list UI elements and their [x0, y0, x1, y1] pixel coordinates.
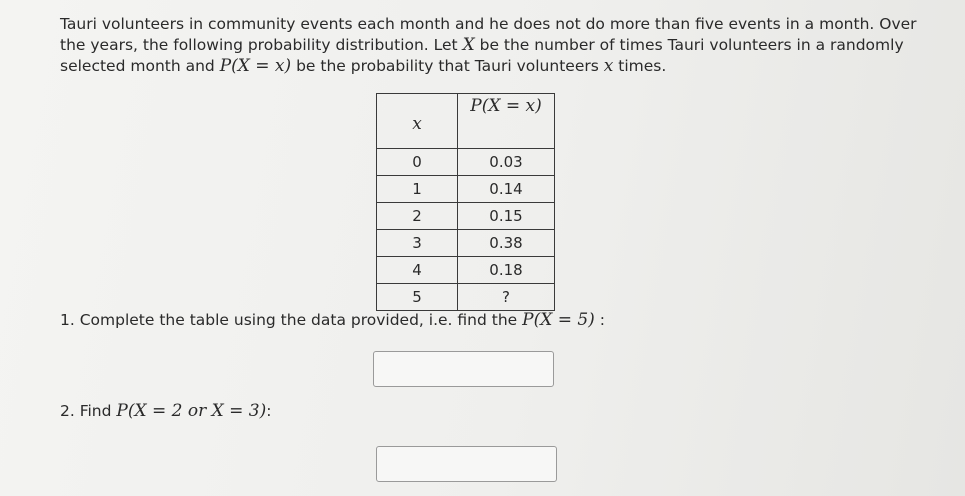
question-1-math: P(X = 5) [522, 310, 595, 330]
cell-probability: 0.18 [458, 257, 555, 284]
cell-x: 1 [377, 176, 458, 203]
intro-text-1: Tauri volunteers in community events each month and he does not do more than five events in a month. Over the years, the following probability distribution. Let [60, 15, 917, 54]
question-2-or: or [187, 401, 207, 421]
question-2-text: 2. Find [60, 402, 117, 420]
intro-text-2: be the number of times Tauri volunteers in a randomly selected month and [60, 36, 904, 75]
probability-distribution-table [376, 93, 555, 311]
table-row [377, 176, 555, 203]
probability-expression: P(X = x) [219, 56, 292, 76]
cell-x: 4 [377, 257, 458, 284]
cell-x: 2 [377, 203, 458, 230]
cell-probability: 0.03 [458, 149, 555, 176]
cell-probability: 0.14 [458, 176, 555, 203]
header-probability: P(X = x) [458, 94, 555, 149]
table-row [377, 203, 555, 230]
cell-probability-missing: ? [458, 284, 555, 311]
variable-x: x [603, 56, 614, 76]
question-2-suffix: : [266, 402, 272, 420]
intro-text-4: times. [613, 57, 667, 75]
question-1-text: 1. Complete the table using the data provided, i.e. find the [60, 311, 523, 329]
question-2-math-b: X = 3) [206, 401, 267, 421]
cell-x: 0 [377, 149, 458, 176]
intro-text-3: be the probability that Tauri volunteers [291, 57, 604, 75]
problem-statement [60, 14, 940, 77]
table-row [377, 230, 555, 257]
header-x: x [377, 94, 458, 149]
cell-x: 5 [377, 284, 458, 311]
question-1 [60, 310, 605, 330]
question-2-math-a: P(X = 2 [116, 401, 188, 421]
cell-probability: 0.38 [458, 230, 555, 257]
question-2 [60, 401, 271, 421]
cell-x: 3 [377, 230, 458, 257]
table-row [377, 284, 555, 311]
answer-input-2[interactable] [376, 446, 557, 482]
cell-probability: 0.15 [458, 203, 555, 230]
answer-input-1[interactable] [373, 351, 554, 387]
question-1-suffix: : [594, 311, 605, 329]
table-row [377, 149, 555, 176]
table-header-row [377, 94, 555, 149]
random-variable-X: X [462, 35, 475, 55]
table-row [377, 257, 555, 284]
